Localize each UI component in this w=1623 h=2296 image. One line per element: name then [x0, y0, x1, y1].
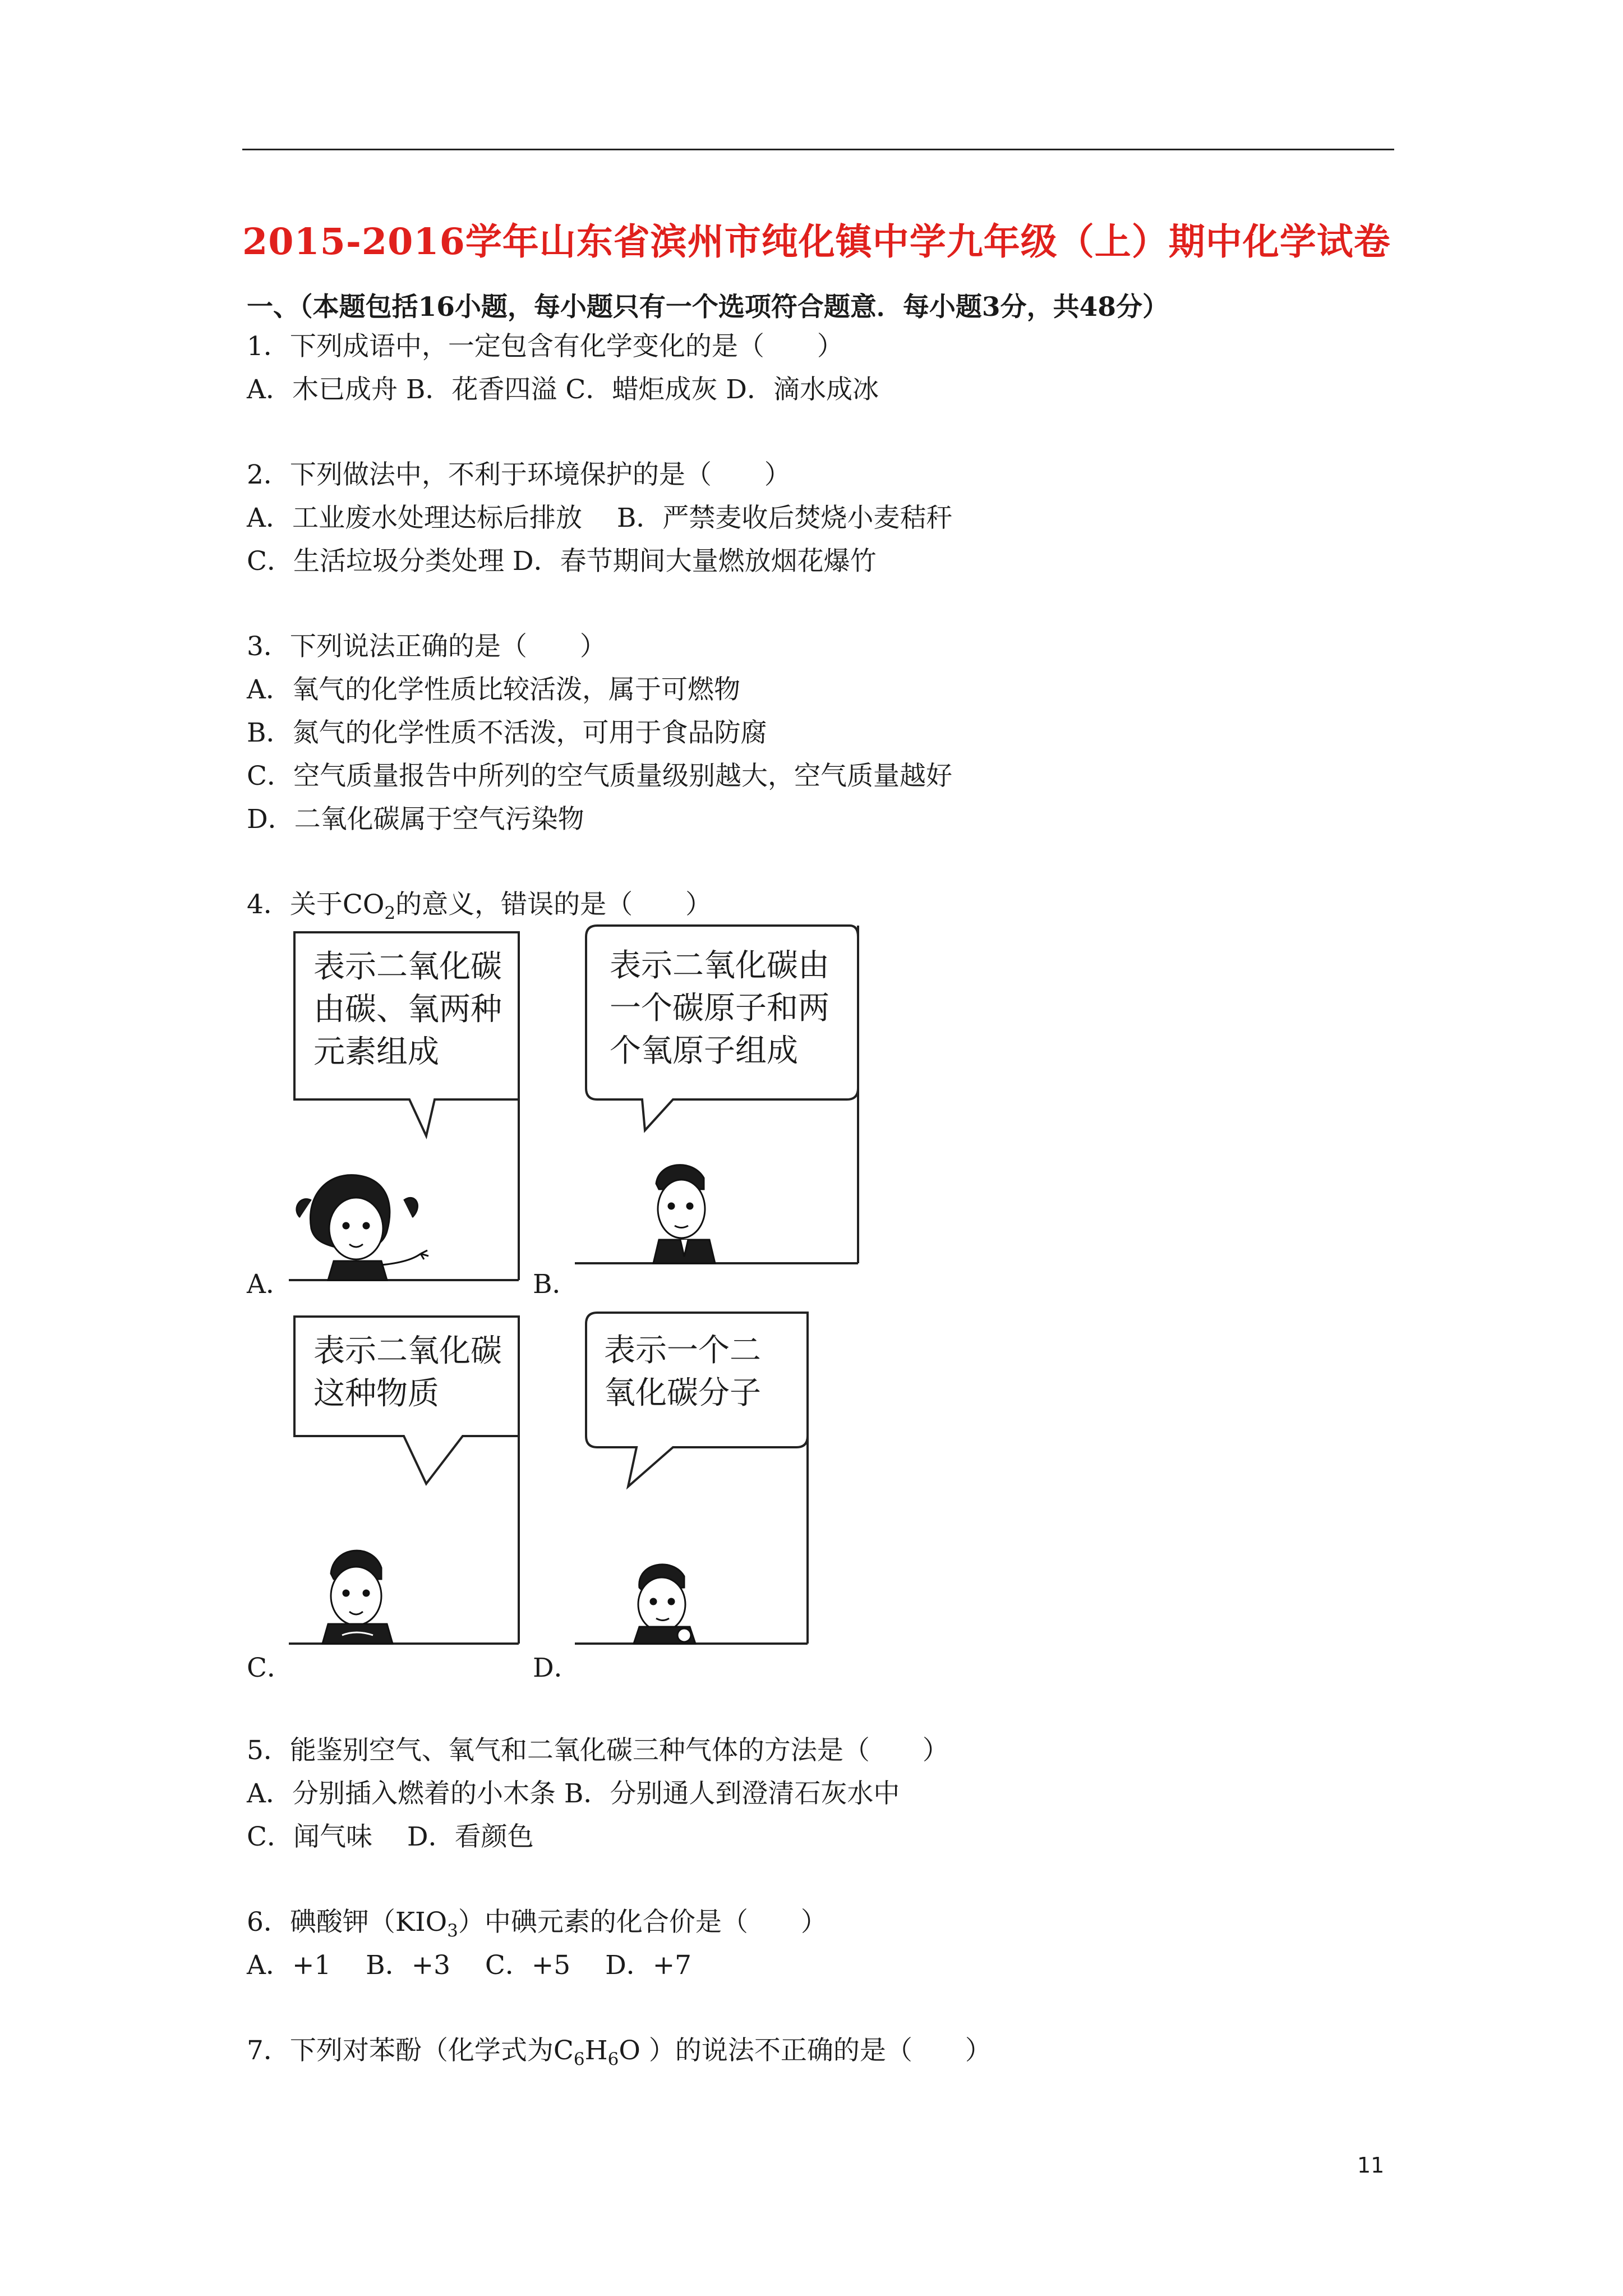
panel-b-label: B．	[533, 1269, 579, 1300]
question-3-option-b: B．氮气的化学性质不活泼，可用于食品防腐	[247, 717, 767, 748]
question-5-options-row1: A．分别插入燃着的小木条 B．分别通人到澄清石灰水中	[247, 1778, 900, 1809]
figure-panel-a	[289, 926, 524, 1285]
panel-c-bubble-text: 表示二氧化碳 这种物质	[313, 1333, 502, 1412]
question-2-stem: 2．下列做法中，不利于环境保护的是（ ）	[247, 459, 791, 490]
question-3-option-c: C．空气质量报告中所列的空气质量级别越大，空气质量越好	[247, 761, 952, 792]
question-7-stem: 7．下列对苯酚（化学式为$C_6H_6O$ ）的说法不正确的是（ ）	[247, 2035, 992, 2069]
question-3-stem: 3．下列说法正确的是（ ）	[247, 631, 606, 662]
question-3-option-d: D．二氧化碳属于空气污染物	[247, 804, 584, 835]
student-figure-c	[322, 1550, 393, 1644]
section-heading: 一、（本题包括16小题，每小题只有一个选项符合题意．每小题3分，共48分）	[247, 292, 1169, 323]
question-2-options-row1: A．工业废水处理达标后排放 B．严禁麦收后焚烧小麦秸秆	[247, 503, 953, 533]
student-figure-d	[634, 1565, 695, 1644]
figure-panel-c	[289, 1310, 524, 1646]
question-1-stem: 1．下列成语中，一定包含有化学变化的是（ ）	[247, 331, 843, 362]
boy-figure	[653, 1165, 715, 1263]
question-3-option-a: A．氧气的化学性质比较活泼，属于可燃物	[247, 674, 740, 705]
question-5-options-row2: C．闻气味 D．看颜色	[247, 1821, 534, 1852]
page-number: 11	[1357, 2153, 1385, 2178]
question-4-stem: 4．关于$CO_2$的意义，错误的是（ ）	[247, 889, 712, 923]
panel-b-bubble-text: 表示二氧化碳由 一个碳原子和两 个氧原子组成	[610, 947, 829, 1069]
panel-d-bubble-text: 表示一个二 氧化碳分子	[604, 1332, 761, 1411]
panel-a-bubble-text: 表示二氧化碳 由碳、氧两种 元素组成	[313, 949, 502, 1070]
panel-a-label: A．	[247, 1269, 292, 1300]
question-1-options: A．木已成舟 B．花香四溢 C．蜡炬成灰 D．滴水成冰	[247, 374, 879, 405]
figure-panel-d	[575, 1307, 810, 1649]
girl-figure	[297, 1175, 428, 1280]
panel-d-label: D．	[533, 1653, 580, 1683]
question-6-options: A．+1 B．+3 C．+5 D．+7	[247, 1950, 692, 1981]
question-2-options-row2: C．生活垃圾分类处理 D．春节期间大量燃放烟花爆竹	[247, 546, 877, 577]
figure-panel-b	[575, 920, 861, 1279]
header-rule	[242, 149, 1394, 150]
question-6-stem: 6．碘酸钾$(KIO_3)$中碘元素的化合价是（ ）	[247, 1907, 827, 1941]
page-title: 2015-2016学年山东省滨州市纯化镇中学九年级（上）期中化学试卷	[242, 220, 1391, 263]
panel-c-label: C．	[247, 1653, 293, 1683]
question-5-stem: 5．能鉴别空气、氧气和二氧化碳三种气体的方法是（ ）	[247, 1735, 949, 1766]
